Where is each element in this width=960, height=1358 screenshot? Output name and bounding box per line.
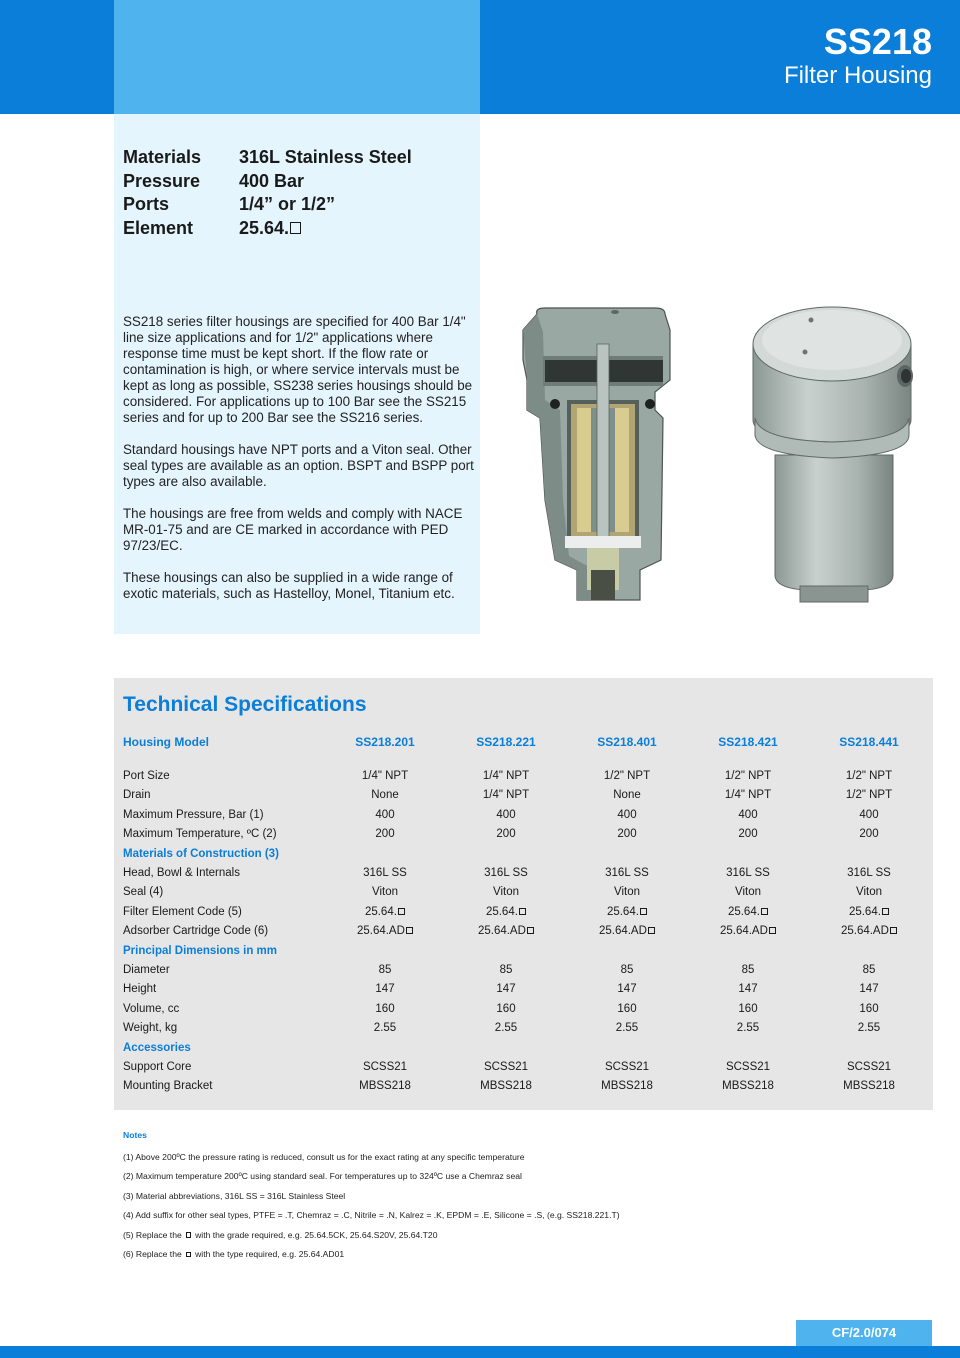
table-header-row bbox=[123, 733, 933, 752]
cell-text: 1/2" NPT bbox=[845, 789, 893, 802]
table-cell bbox=[572, 903, 682, 922]
table-cell bbox=[451, 980, 561, 999]
spec-element bbox=[123, 217, 412, 241]
cell-text: 1/2" NPT bbox=[724, 770, 772, 782]
placeholder-box-icon bbox=[640, 908, 647, 915]
table-cell bbox=[572, 1000, 682, 1019]
table-cell bbox=[814, 903, 924, 922]
placeholder-box-icon bbox=[648, 927, 655, 934]
table-cell bbox=[330, 1058, 440, 1077]
placeholder-box-icon bbox=[406, 927, 413, 934]
cell-text: 400 bbox=[496, 808, 516, 821]
note-item bbox=[123, 1167, 620, 1186]
note-item bbox=[123, 1206, 620, 1225]
cell-text: 25.64.AD bbox=[840, 925, 889, 938]
cell-text: 316L SS bbox=[605, 867, 649, 879]
table-cell bbox=[693, 786, 803, 805]
row-label: Principal Dimensions in mm bbox=[123, 944, 278, 957]
table-cell bbox=[451, 922, 561, 941]
table-row bbox=[123, 903, 933, 922]
placeholder-box-icon bbox=[290, 222, 301, 233]
table-cell bbox=[451, 903, 561, 922]
cell-text: SCSS21 bbox=[725, 1061, 771, 1073]
cell-text: 200 bbox=[859, 828, 879, 841]
placeholder-box-icon bbox=[890, 927, 897, 934]
cell-text: 147 bbox=[617, 983, 637, 996]
cell-text: 25.64. bbox=[606, 905, 639, 918]
description-paragraph: SS218 series filter housings are specified for 400 Bar 1/4" line size applications and for 1/2" applications where response time must be kept short. If the flow rate or contamination is high, or where service intervals must be kept as long as possible, SS238 series housings should be considered. For applications up to 100 Bar see the SS215 series and for up to 200 Bar see the SS216 series. bbox=[123, 314, 473, 425]
table-cell bbox=[814, 1058, 924, 1077]
placeholder-box-icon bbox=[519, 908, 526, 915]
cell-text: 1/4" NPT bbox=[724, 789, 772, 802]
table-cell bbox=[451, 825, 561, 844]
cell-text: 25.64.AD bbox=[598, 925, 647, 938]
header-title bbox=[784, 22, 932, 90]
row-label: Maximum Pressure, Bar (1) bbox=[123, 808, 264, 821]
table-cell bbox=[330, 767, 440, 786]
cell-text: 2.55 bbox=[615, 1022, 639, 1035]
table-cell bbox=[693, 806, 803, 825]
cell-text: 147 bbox=[738, 983, 758, 996]
table-cell bbox=[330, 883, 440, 902]
table-cell bbox=[814, 1000, 924, 1019]
note-item bbox=[123, 1187, 620, 1206]
cell-text: SCSS21 bbox=[846, 1061, 892, 1073]
spec-value-text: 25.64. bbox=[239, 217, 290, 238]
table-cell bbox=[451, 1000, 561, 1019]
table-cell bbox=[451, 864, 561, 883]
header-accent-block bbox=[114, 0, 480, 114]
table-cell bbox=[572, 786, 682, 805]
footer-band bbox=[0, 1346, 960, 1358]
cell-text: 25.64.AD bbox=[477, 925, 526, 938]
table-cell bbox=[572, 883, 682, 902]
cell-text: 160 bbox=[859, 1002, 879, 1015]
table-row bbox=[123, 1000, 933, 1019]
model-column-header: SS218.441 bbox=[839, 735, 899, 749]
cell-text: 316L SS bbox=[363, 867, 407, 879]
table-cell bbox=[451, 883, 561, 902]
table-cell bbox=[451, 1058, 561, 1077]
table-row bbox=[123, 980, 933, 999]
cell-text: 25.64. bbox=[364, 905, 397, 918]
cell-text: 85 bbox=[620, 964, 634, 976]
cell-text: 1/2" NPT bbox=[603, 770, 651, 782]
table-cell bbox=[693, 883, 803, 902]
table-cell bbox=[330, 961, 440, 980]
table-cell bbox=[330, 786, 440, 805]
table-row bbox=[123, 961, 933, 980]
row-label: Height bbox=[123, 983, 157, 996]
placeholder-box-icon bbox=[769, 927, 776, 934]
cell-text: 1/4" NPT bbox=[482, 789, 530, 802]
table-cell bbox=[572, 864, 682, 883]
note-text: (1) Above 200ºC the pressure rating is reduced, consult us for the exact rating at any specific temperature bbox=[123, 1152, 525, 1162]
table-cell bbox=[814, 864, 924, 883]
placeholder-box-icon bbox=[527, 927, 534, 934]
table-cell bbox=[451, 786, 561, 805]
model-column-header: SS218.421 bbox=[718, 735, 778, 749]
table-cell bbox=[572, 825, 682, 844]
cell-text: 400 bbox=[859, 808, 879, 821]
cell-text: 2.55 bbox=[736, 1022, 760, 1035]
cell-text: 2.55 bbox=[373, 1022, 397, 1035]
table-cell bbox=[814, 825, 924, 844]
note-text: (5) Replace the bbox=[123, 1229, 182, 1240]
table-cell bbox=[814, 1019, 924, 1038]
table-cell bbox=[572, 767, 682, 786]
row-label: Support Core bbox=[123, 1061, 192, 1073]
cell-text: 85 bbox=[741, 964, 755, 976]
cell-text: 200 bbox=[738, 828, 758, 841]
table-cell bbox=[330, 1077, 440, 1096]
description-paragraph: The housings are free from welds and comply with NACE MR-01-75 and are CE marked in accordance with PED 97/23/EC. bbox=[123, 506, 463, 553]
cell-text: Viton bbox=[613, 886, 640, 899]
spec-value: 1/4” or 1/2” bbox=[239, 194, 336, 214]
row-label: Mounting Bracket bbox=[123, 1080, 213, 1093]
cell-text: 160 bbox=[738, 1002, 758, 1015]
row-label: Adsorber Cartridge Code (6) bbox=[123, 925, 269, 938]
description-paragraph: Standard housings have NPT ports and a Viton seal. Other seal types are available as an option. BSPT and BSPP port types are also available. bbox=[123, 442, 474, 489]
cell-text: 85 bbox=[862, 964, 876, 976]
model-column-header: SS218.401 bbox=[597, 735, 657, 749]
spec-key: Ports bbox=[123, 194, 170, 214]
table-cell bbox=[693, 1019, 803, 1038]
placeholder-box-icon bbox=[882, 908, 889, 915]
model-column-header: SS218.201 bbox=[355, 735, 415, 749]
table-row bbox=[123, 1019, 933, 1038]
table-cell bbox=[330, 922, 440, 941]
cell-text: 160 bbox=[617, 1002, 637, 1015]
spec-key: Pressure bbox=[123, 170, 201, 191]
table-row bbox=[123, 1077, 933, 1096]
table-cell bbox=[693, 961, 803, 980]
placeholder-box-icon bbox=[186, 1252, 191, 1257]
note-text: (2) Maximum temperature 200ºC using standard seal. For temperatures up to 324ºC use a Chemraz seal bbox=[123, 1171, 522, 1182]
cell-text: 147 bbox=[496, 983, 516, 996]
cell-text: 200 bbox=[375, 828, 395, 841]
table-cell bbox=[451, 806, 561, 825]
table-cell bbox=[814, 922, 924, 941]
product-subtitle: Filter Housing bbox=[783, 62, 932, 89]
table-cell bbox=[572, 806, 682, 825]
model-code: SS218 bbox=[823, 21, 932, 62]
table-section-heading bbox=[123, 845, 933, 864]
note-text: (3) Material abbreviations, 316L SS = 316L Stainless Steel bbox=[123, 1190, 346, 1201]
spec-key: Element bbox=[123, 217, 194, 238]
cell-text: 316L SS bbox=[847, 867, 891, 879]
table-cell bbox=[693, 1077, 803, 1096]
cell-text: SCSS21 bbox=[604, 1061, 650, 1073]
note-item bbox=[123, 1245, 620, 1264]
table-cell bbox=[693, 1000, 803, 1019]
notes-title: Notes bbox=[123, 1130, 147, 1140]
cell-text: SCSS21 bbox=[362, 1061, 408, 1073]
table-cell bbox=[451, 767, 561, 786]
cell-text: 400 bbox=[738, 808, 758, 821]
table-cell bbox=[451, 1077, 561, 1096]
row-label: Maximum Temperature, ºC (2) bbox=[123, 828, 277, 841]
technical-specifications bbox=[114, 678, 933, 1110]
row-label: Filter Element Code (5) bbox=[123, 905, 242, 918]
table-cell bbox=[693, 864, 803, 883]
table-cell bbox=[572, 1058, 682, 1077]
cell-text: 160 bbox=[375, 1002, 395, 1015]
table-cell bbox=[814, 767, 924, 786]
row-label: Diameter bbox=[123, 964, 170, 976]
table-cell bbox=[693, 980, 803, 999]
cell-text: MBSS218 bbox=[359, 1080, 411, 1093]
table-cell bbox=[814, 806, 924, 825]
spec-value bbox=[239, 217, 301, 241]
table-cell bbox=[814, 961, 924, 980]
table-row bbox=[123, 864, 933, 883]
table-row bbox=[123, 786, 933, 805]
table-section-heading bbox=[123, 1039, 933, 1058]
table-cell bbox=[451, 961, 561, 980]
table-cell bbox=[814, 1077, 924, 1096]
notes bbox=[123, 1130, 620, 1264]
cell-text: 200 bbox=[617, 828, 637, 841]
row-label: Drain bbox=[123, 789, 151, 802]
cell-text: None bbox=[613, 789, 641, 802]
table-section-heading bbox=[123, 942, 933, 961]
cell-text: 316L SS bbox=[484, 867, 528, 879]
section-title: Technical Specifications bbox=[123, 693, 367, 716]
table-cell bbox=[330, 1000, 440, 1019]
cell-text: Viton bbox=[492, 886, 519, 899]
table-row bbox=[123, 767, 933, 786]
note-text: with the grade required, e.g. 25.64.5CK, 25.64.S20V, 25.64.T20 bbox=[195, 1229, 438, 1240]
table-cell bbox=[814, 980, 924, 999]
table-cell bbox=[330, 806, 440, 825]
table-cell bbox=[814, 786, 924, 805]
cell-text: 2.55 bbox=[857, 1022, 881, 1035]
row-label: Seal (4) bbox=[123, 886, 164, 899]
row-label: Port Size bbox=[123, 770, 170, 782]
product-description bbox=[123, 314, 475, 618]
note-text: with the type required, e.g. 25.64.AD01 bbox=[195, 1249, 345, 1260]
placeholder-box-icon bbox=[761, 908, 768, 915]
cell-text: 160 bbox=[496, 1002, 516, 1015]
model-column-header: SS218.221 bbox=[476, 735, 536, 749]
cell-text: 147 bbox=[375, 983, 395, 996]
table-cell bbox=[814, 883, 924, 902]
table-row bbox=[123, 825, 933, 844]
placeholder-box-icon bbox=[398, 908, 405, 915]
cell-text: 85 bbox=[499, 964, 513, 976]
table-cell bbox=[693, 825, 803, 844]
cell-text: MBSS218 bbox=[722, 1080, 774, 1093]
cell-text: SCSS21 bbox=[483, 1061, 529, 1073]
cell-text: 1/4" NPT bbox=[361, 770, 409, 782]
key-specs bbox=[123, 146, 412, 240]
cell-text: 1/2" NPT bbox=[845, 770, 893, 782]
cell-text: 1/4" NPT bbox=[482, 770, 530, 782]
cell-text: 25.64. bbox=[727, 905, 760, 918]
description-paragraph: These housings can also be supplied in a wide range of exotic materials, such as Hastelloy, Monel, Titanium etc. bbox=[123, 570, 455, 601]
note-text: (6) Replace the bbox=[123, 1249, 182, 1260]
note-item bbox=[123, 1148, 620, 1167]
cell-text: 25.64. bbox=[485, 905, 518, 918]
cell-text: MBSS218 bbox=[480, 1080, 532, 1093]
row-label: Materials of Construction (3) bbox=[123, 847, 279, 860]
cell-text: 200 bbox=[496, 828, 516, 841]
table-cell bbox=[572, 922, 682, 941]
spec-ports bbox=[123, 193, 412, 217]
cell-text: Viton bbox=[734, 886, 761, 899]
cell-text: Viton bbox=[855, 886, 882, 899]
cell-text: 2.55 bbox=[494, 1022, 518, 1035]
table-cell bbox=[330, 903, 440, 922]
row-label: Accessories bbox=[123, 1041, 191, 1054]
table-cell bbox=[693, 922, 803, 941]
document-code: CF/2.0/074 bbox=[796, 1320, 932, 1346]
note-item bbox=[123, 1226, 620, 1245]
placeholder-box-icon bbox=[186, 1232, 191, 1237]
cell-text: 85 bbox=[378, 964, 392, 976]
table-cell bbox=[693, 903, 803, 922]
cell-text: Viton bbox=[371, 886, 398, 899]
table-cell bbox=[572, 980, 682, 999]
spec-materials bbox=[123, 146, 412, 170]
table-row bbox=[123, 806, 933, 825]
table-header-label: Housing Model bbox=[123, 735, 209, 749]
spec-pressure bbox=[123, 170, 412, 194]
table-cell bbox=[572, 1077, 682, 1096]
table-cell bbox=[693, 767, 803, 786]
cell-text: MBSS218 bbox=[843, 1080, 895, 1093]
table-cell bbox=[451, 1019, 561, 1038]
cell-text: 400 bbox=[617, 808, 637, 821]
table-cell bbox=[572, 1019, 682, 1038]
row-label: Volume, cc bbox=[123, 1002, 180, 1015]
cell-text: 25.64.AD bbox=[356, 925, 405, 938]
spec-value: 400 Bar bbox=[239, 170, 305, 191]
table-cell bbox=[330, 864, 440, 883]
cell-text: 147 bbox=[859, 983, 879, 996]
table-cell bbox=[693, 1058, 803, 1077]
housing-illustration bbox=[745, 290, 920, 608]
spec-value: 316L Stainless Steel bbox=[239, 147, 412, 167]
table-row bbox=[123, 922, 933, 941]
cell-text: None bbox=[371, 789, 399, 802]
table-cell bbox=[330, 1019, 440, 1038]
cell-text: 400 bbox=[375, 808, 395, 821]
cell-text: 25.64.AD bbox=[719, 925, 768, 938]
cell-text: MBSS218 bbox=[601, 1080, 653, 1093]
row-label: Weight, kg bbox=[123, 1022, 178, 1035]
table-row bbox=[123, 1058, 933, 1077]
cell-text: 25.64. bbox=[848, 905, 881, 918]
table-cell bbox=[330, 825, 440, 844]
cutaway-illustration bbox=[505, 300, 695, 610]
row-label: Head, Bowl & Internals bbox=[123, 867, 240, 879]
table-cell bbox=[330, 980, 440, 999]
cell-text: 316L SS bbox=[726, 867, 770, 879]
note-text: (4) Add suffix for other seal types, PTFE = .T, Chemraz = .C, Nitrile = .N, Kalrez = .K, EPDM = .E, Silicone = .S, (e.g. SS218.221.T) bbox=[123, 1210, 620, 1221]
spec-key: Materials bbox=[123, 147, 202, 167]
table-cell bbox=[572, 961, 682, 980]
notes-list bbox=[123, 1148, 620, 1264]
table-row bbox=[123, 883, 933, 902]
